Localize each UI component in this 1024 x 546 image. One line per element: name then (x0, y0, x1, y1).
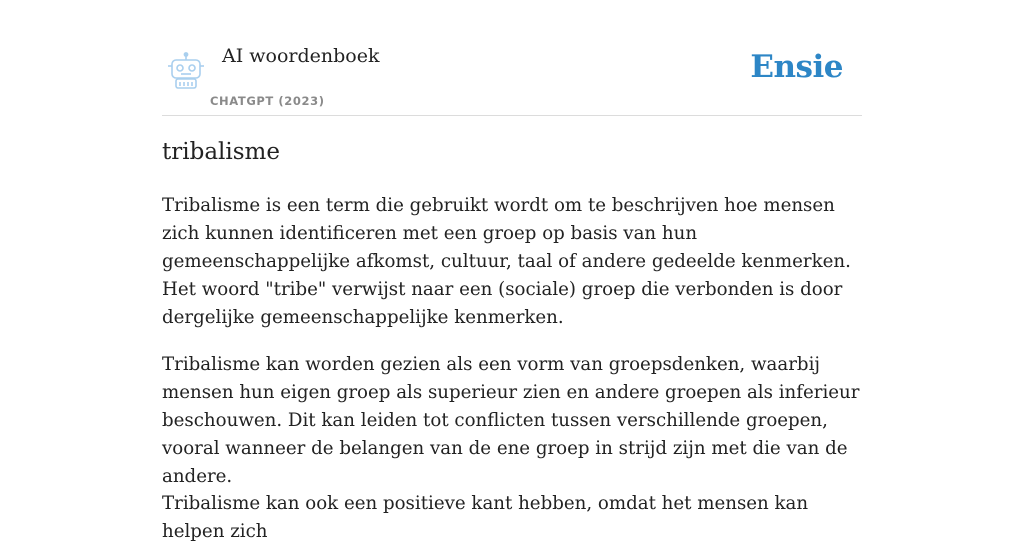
entry-paragraph: Tribalisme kan ook een positieve kant hebben, omdat het mensen kan helpen zich (162, 493, 809, 542)
dictionary-name[interactable]: AI woordenboek (222, 45, 380, 67)
dictionary-header (162, 0, 862, 116)
robot-icon (166, 52, 206, 90)
entry-term: tribalisme (162, 139, 280, 165)
source-label: CHATGPT (2023) (210, 94, 325, 108)
entry-paragraph: Tribalisme kan worden gezien als een vorm van groepsdenken, waarbij mensen hun eigen groep als superieur zien en andere groepen als inferieur beschouwen. Dit kan leiden tot conflicten tussen verschillende groepen, vooral wanneer de belangen van de ene groep in strijd zijn met die van de andere. (162, 354, 860, 487)
page-container (162, 0, 862, 542)
entry-paragraph: Tribalisme is een term die gebruikt wordt om te beschrijven hoe mensen zich kunnen identificeren met een groep op basis van hun gemeenschappelijke afkomst, cultuur, taal of andere gedeelde kenmerken. Het woord "tribe" verwijst naar een (sociale) groep die verbonden is door dergelijke gemeenschappelijke kenmerken. (162, 195, 851, 328)
ensie-logo[interactable]: Ensie (750, 49, 843, 85)
